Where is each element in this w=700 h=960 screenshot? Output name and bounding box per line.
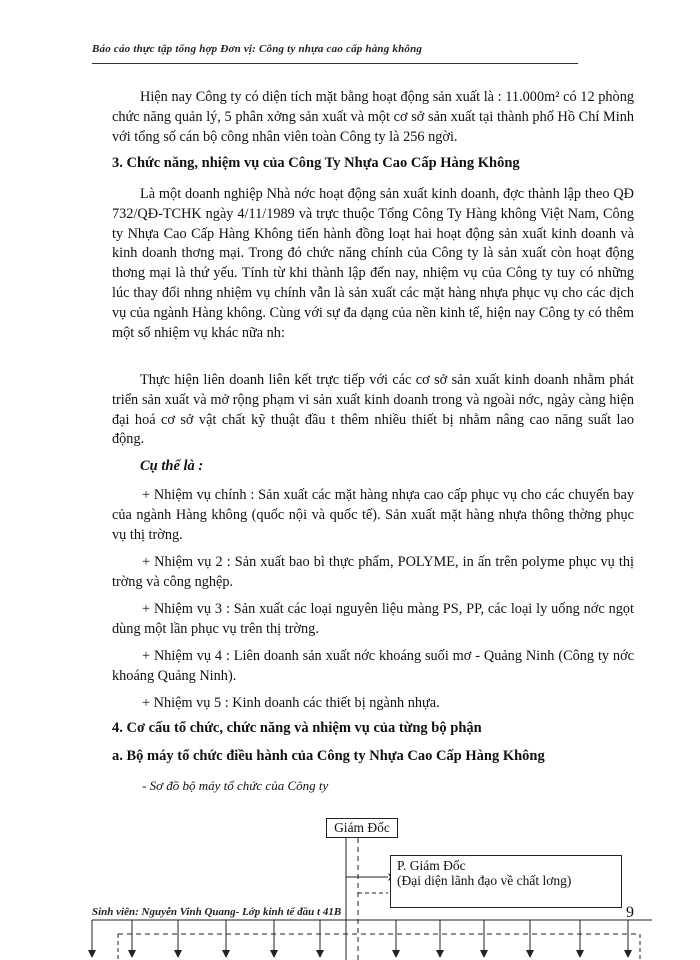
diagram-caption: - Sơ đồ bộ máy tổ chức của Công ty: [142, 778, 329, 793]
intro-paragraph: Hiện nay Công ty có diện tích mặt bằng hoạt động sản xuất là : 11.000m² có 12 phòng chức năng quản lý, 5 phân xởng sản xuất và một cơ sở sản xuất tại thành phố Hồ Chí Minh với tổng số cán bộ công nhân viên toàn Công ty là 256 ngời.: [112, 89, 634, 145]
task-item: + Nhiệm vụ 4 : Liên doanh sản xuất nớc khoáng suối mơ - Quảng Ninh (Công ty nớc khoáng Quảng Ninh).: [112, 648, 634, 684]
page-number: 9: [626, 904, 634, 921]
director-box: Giám Đốc: [326, 818, 398, 838]
deputy-director-title: P. Giám Đốc: [397, 858, 466, 873]
task-item: + Nhiệm vụ chính : Sản xuất các mặt hàng nhựa cao cấp phục vụ cho các chuyến bay của ngành Hàng không (quốc nội và quốc tế). Sản xuất mặt hàng nhựa thông thờng phục vụ thị trờng.: [112, 487, 634, 543]
task-item: + Nhiệm vụ 3 : Sản xuất các loại nguyên liệu màng PS, PP, các loại ly uống nớc ngọt dùng một lần phục vụ trên thị trờng.: [112, 601, 634, 637]
deputy-director-desc: (Đại diện lãnh đạo về chất lơng): [397, 873, 572, 888]
page-footer: Sinh viên: Nguyễn Vinh Quang- Lớp kinh tế đầu t 41B: [92, 906, 342, 918]
section3-paragraph-2: Thực hiện liên doanh liên kết trực tiếp với các cơ sở sản xuất kinh doanh nhằm phát triển sản xuất và mở rộng phạm vi sản xuất kinh doanh trong và ngoài nớc, ngày càng hiện đại hoá cơ sở vật chất kỹ thuật đầu t thêm nhiều thiết bị nhằm nâng cao năng suất lao động.: [112, 372, 634, 448]
page-header: Báo cáo thực tập tổng hợp Đơn vị: Công ty nhựa cao cấp hàng không: [92, 43, 423, 55]
specific-label: Cụ thể là :: [140, 458, 204, 474]
deputy-director-box: [390, 855, 622, 908]
task-item: + Nhiệm vụ 2 : Sản xuất bao bì thực phẩm, POLYME, in ấn trên polyme phục vụ thị trờng và công nghệp.: [112, 554, 634, 590]
header-rule: [92, 63, 578, 64]
section3-paragraph-1: Là một doanh nghiệp Nhà nớc hoạt động sản xuất kinh doanh, đợc thành lập theo QĐ 732/QĐ-TCHK ngày 4/11/1989 và trực thuộc Tổng Công Ty Hàng không Việt Nam, Công ty Nhựa Cao Cấp Hàng Không tiến hành đồng loạt hai hoạt động sản xuất kinh doanh và kinh doanh thơng mại. Trong đó chức năng chính của Công ty là sản xuất còn hoạt động thơng mại là thứ yếu. Tính từ khi thành lập đến nay, nhiệm vụ của Công ty tuy có những lúc thay đổi nhng nhiệm vụ chính vẫn là sản xuất các mặt hàng nhựa phục vụ cho các dịch vụ của ngành Hàng không. Cùng với sự đa dạng của nền kinh tế, hiện nay Công ty có thêm một số nhiệm vụ khác nữa nh:: [112, 186, 634, 341]
section4-heading: 4. Cơ cấu tổ chức, chức năng và nhiệm vụ của từng bộ phận: [112, 720, 482, 736]
task-item: + Nhiệm vụ 5 : Kinh doanh các thiết bị ngành nhựa.: [142, 695, 440, 711]
section3-heading: 3. Chức năng, nhiệm vụ của Công Ty Nhựa Cao Cấp Hàng Không: [112, 155, 520, 171]
section4-subheading: a. Bộ máy tổ chức điều hành của Công ty Nhựa Cao Cấp Hàng Không: [112, 748, 545, 764]
